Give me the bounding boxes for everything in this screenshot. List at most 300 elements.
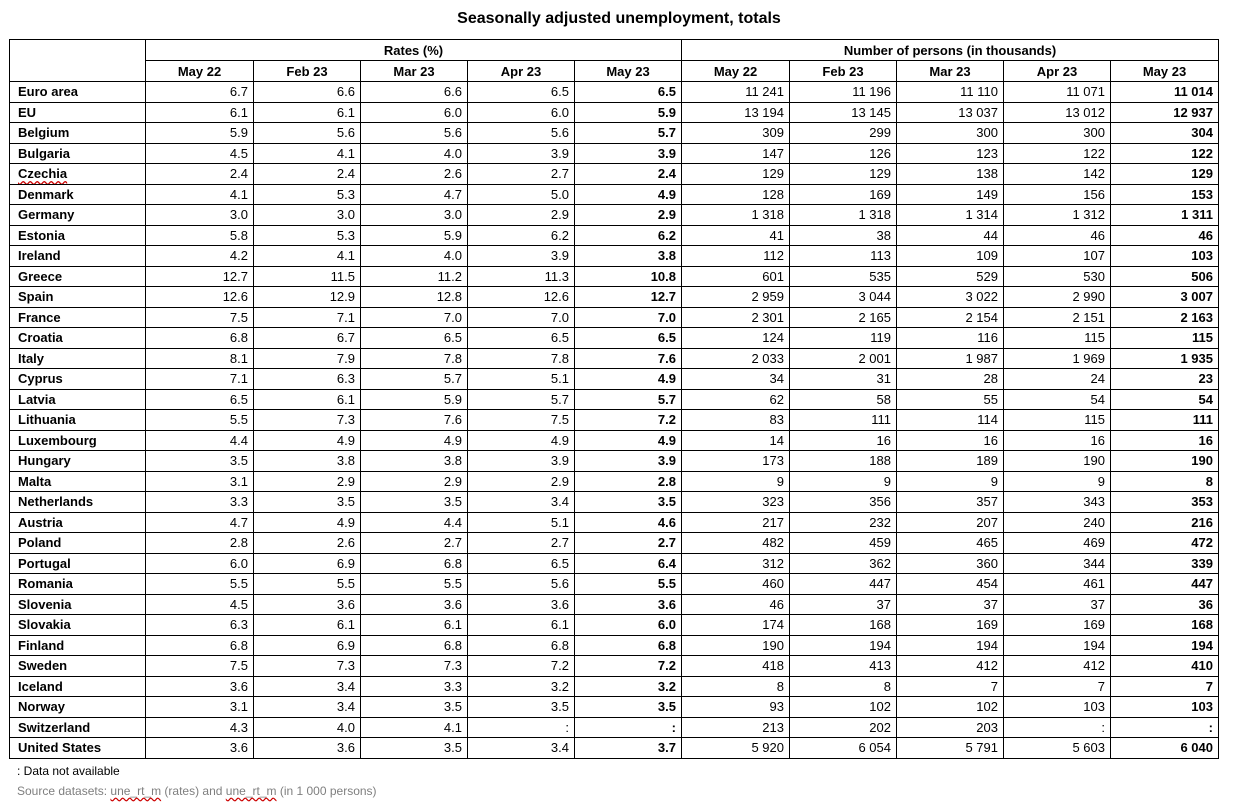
rates-cell: 4.4 [361, 512, 468, 533]
persons-cell: 13 194 [682, 102, 790, 123]
persons-cell: 2 033 [682, 348, 790, 369]
persons-cell: 24 [1004, 369, 1111, 390]
persons-cell: 459 [790, 533, 897, 554]
persons-cell: 232 [790, 512, 897, 533]
persons-cell: 7 [1111, 676, 1219, 697]
persons-cell: 194 [790, 635, 897, 656]
persons-cell: 300 [897, 123, 1004, 144]
persons-cell: 11 110 [897, 82, 1004, 103]
rates-cell: 5.0 [468, 184, 575, 205]
rates-cell: 6.2 [575, 225, 682, 246]
rates-cell: 2.4 [146, 164, 254, 185]
rates-cell: 3.4 [468, 492, 575, 513]
persons-cell: 194 [1004, 635, 1111, 656]
table-row [10, 451, 1219, 472]
rates-cell: 5.1 [468, 369, 575, 390]
country-cell [10, 164, 146, 185]
rates-cell: 6.0 [361, 102, 468, 123]
rates-cell: 6.8 [575, 635, 682, 656]
persons-cell: 113 [790, 246, 897, 267]
rates-cell: 3.1 [146, 697, 254, 718]
persons-cell: 116 [897, 328, 1004, 349]
persons-cell: 111 [790, 410, 897, 431]
persons-cell: 13 037 [897, 102, 1004, 123]
persons-cell: 1 969 [1004, 348, 1111, 369]
table-row [10, 635, 1219, 656]
rates-cell: : [575, 717, 682, 738]
rates-cell: 4.9 [254, 512, 361, 533]
country-header [10, 40, 146, 82]
table-row [10, 123, 1219, 144]
country-cell: Bulgaria [10, 143, 146, 164]
persons-cell: 156 [1004, 184, 1111, 205]
rates-cell: 5.5 [146, 410, 254, 431]
rates-month-header: May 22 [146, 61, 254, 82]
rates-cell: 4.0 [361, 143, 468, 164]
persons-cell: 190 [1004, 451, 1111, 472]
country-cell: Denmark [10, 184, 146, 205]
country-cell: Lithuania [10, 410, 146, 431]
rates-cell: 12.9 [254, 287, 361, 308]
country-cell: EU [10, 102, 146, 123]
rates-cell: 3.5 [468, 697, 575, 718]
persons-month-header: Mar 23 [897, 61, 1004, 82]
persons-cell: 169 [897, 615, 1004, 636]
rates-cell: 7.2 [575, 656, 682, 677]
rates-cell: 4.9 [254, 430, 361, 451]
persons-cell: 299 [790, 123, 897, 144]
rates-month-header: Apr 23 [468, 61, 575, 82]
persons-cell: 3 007 [1111, 287, 1219, 308]
persons-cell: 529 [897, 266, 1004, 287]
rates-cell: 6.4 [575, 553, 682, 574]
rates-cell: 4.9 [575, 369, 682, 390]
country-cell: Euro area [10, 82, 146, 103]
country-cell: Croatia [10, 328, 146, 349]
rates-cell: 3.6 [575, 594, 682, 615]
table-row [10, 389, 1219, 410]
country-cell: Ireland [10, 246, 146, 267]
persons-cell: 128 [682, 184, 790, 205]
rates-cell: 6.0 [468, 102, 575, 123]
table-row [10, 430, 1219, 451]
rates-cell: 6.6 [361, 82, 468, 103]
persons-cell: 309 [682, 123, 790, 144]
table-row [10, 717, 1219, 738]
persons-cell: 447 [1111, 574, 1219, 595]
table-row [10, 615, 1219, 636]
rates-cell: 6.0 [575, 615, 682, 636]
persons-cell: 362 [790, 553, 897, 574]
rates-month-header: May 23 [575, 61, 682, 82]
rates-cell: 5.9 [361, 389, 468, 410]
country-cell: Finland [10, 635, 146, 656]
persons-cell: 11 241 [682, 82, 790, 103]
persons-cell: 601 [682, 266, 790, 287]
persons-cell: 1 987 [897, 348, 1004, 369]
persons-month-header: May 22 [682, 61, 790, 82]
country-cell: Belgium [10, 123, 146, 144]
country-cell: Slovakia [10, 615, 146, 636]
persons-cell: 353 [1111, 492, 1219, 513]
persons-cell: 356 [790, 492, 897, 513]
persons-cell: 41 [682, 225, 790, 246]
persons-cell: 535 [790, 266, 897, 287]
persons-cell: 472 [1111, 533, 1219, 554]
table-row [10, 287, 1219, 308]
rates-cell: 6.5 [468, 82, 575, 103]
country-cell: France [10, 307, 146, 328]
rates-cell: 7.9 [254, 348, 361, 369]
persons-cell: 129 [1111, 164, 1219, 185]
persons-cell: 169 [1004, 615, 1111, 636]
persons-cell: 1 311 [1111, 205, 1219, 226]
rates-cell: 3.9 [468, 246, 575, 267]
rates-cell: 3.1 [146, 471, 254, 492]
rates-cell: 7.3 [254, 410, 361, 431]
rates-cell: 5.7 [361, 369, 468, 390]
rates-cell: 2.6 [254, 533, 361, 554]
persons-cell: 2 301 [682, 307, 790, 328]
persons-cell: 138 [897, 164, 1004, 185]
persons-cell: 344 [1004, 553, 1111, 574]
rates-cell: 6.7 [254, 328, 361, 349]
rates-cell: 5.5 [254, 574, 361, 595]
persons-cell: 23 [1111, 369, 1219, 390]
country-cell: Germany [10, 205, 146, 226]
rates-cell: 4.9 [575, 184, 682, 205]
persons-cell: 7 [897, 676, 1004, 697]
persons-cell: 2 959 [682, 287, 790, 308]
rates-cell: 4.5 [146, 594, 254, 615]
persons-cell: 188 [790, 451, 897, 472]
table-row [10, 328, 1219, 349]
rates-cell: 7.1 [146, 369, 254, 390]
rates-cell: 12.7 [146, 266, 254, 287]
rates-cell: 7.0 [361, 307, 468, 328]
rates-cell: 3.5 [361, 738, 468, 759]
rates-cell: 3.5 [575, 697, 682, 718]
country-cell: Portugal [10, 553, 146, 574]
rates-cell: 7.6 [361, 410, 468, 431]
rates-cell: 4.9 [468, 430, 575, 451]
source-dataset-rates[interactable]: une_rt_m [110, 784, 162, 798]
persons-cell: 46 [1004, 225, 1111, 246]
rates-cell: 3.6 [146, 676, 254, 697]
rates-cell: 7.5 [146, 307, 254, 328]
persons-cell: 54 [1111, 389, 1219, 410]
rates-cell: 12.6 [146, 287, 254, 308]
persons-cell: 103 [1111, 246, 1219, 267]
rates-cell: 3.4 [254, 676, 361, 697]
source-suffix: (in 1 000 persons) [276, 784, 377, 798]
persons-cell: 55 [897, 389, 1004, 410]
rates-cell: 3.6 [468, 594, 575, 615]
rates-cell: 2.7 [468, 164, 575, 185]
rates-cell: 2.9 [361, 471, 468, 492]
rates-cell: 4.5 [146, 143, 254, 164]
rates-cell: 3.2 [575, 676, 682, 697]
persons-cell: 418 [682, 656, 790, 677]
table-row [10, 184, 1219, 205]
persons-group-header: Number of persons (in thousands) [682, 40, 1219, 61]
persons-cell: 304 [1111, 123, 1219, 144]
persons-month-header: Apr 23 [1004, 61, 1111, 82]
persons-cell: 16 [897, 430, 1004, 451]
rates-cell: 2.9 [468, 471, 575, 492]
source-prefix: Source datasets: [17, 784, 111, 798]
rates-cell: 4.1 [254, 143, 361, 164]
persons-cell: 93 [682, 697, 790, 718]
persons-cell: : [1111, 717, 1219, 738]
persons-cell: 454 [897, 574, 1004, 595]
country-cell: Estonia [10, 225, 146, 246]
rates-cell: 2.6 [361, 164, 468, 185]
persons-cell: 312 [682, 553, 790, 574]
rates-cell: 7.1 [254, 307, 361, 328]
rates-cell: 4.1 [361, 717, 468, 738]
persons-cell: 213 [682, 717, 790, 738]
persons-cell: 469 [1004, 533, 1111, 554]
persons-cell: 37 [897, 594, 1004, 615]
rates-cell: 3.3 [361, 676, 468, 697]
country-name-spell-marked: Czechia [18, 166, 68, 182]
rates-cell: 5.3 [254, 225, 361, 246]
rates-cell: 6.9 [254, 553, 361, 574]
rates-cell: 7.2 [575, 410, 682, 431]
persons-cell: 44 [897, 225, 1004, 246]
table-row [10, 143, 1219, 164]
country-cell: Latvia [10, 389, 146, 410]
persons-cell: : [1004, 717, 1111, 738]
rates-cell: 7.3 [254, 656, 361, 677]
rates-cell: 3.6 [254, 594, 361, 615]
persons-cell: 194 [897, 635, 1004, 656]
footnote: : Data not available [17, 764, 120, 778]
persons-cell: 6 040 [1111, 738, 1219, 759]
table-row [10, 594, 1219, 615]
rates-cell: 5.7 [468, 389, 575, 410]
rates-cell: 3.3 [146, 492, 254, 513]
table-row [10, 246, 1219, 267]
country-cell: Luxembourg [10, 430, 146, 451]
persons-cell: 38 [790, 225, 897, 246]
persons-cell: 31 [790, 369, 897, 390]
rates-cell: 4.1 [146, 184, 254, 205]
persons-cell: 339 [1111, 553, 1219, 574]
source-dataset-persons[interactable]: une_rt_m [225, 784, 277, 798]
persons-cell: 202 [790, 717, 897, 738]
persons-cell: 357 [897, 492, 1004, 513]
persons-cell: 112 [682, 246, 790, 267]
rates-cell: 11.2 [361, 266, 468, 287]
rates-cell: 3.7 [575, 738, 682, 759]
persons-cell: 102 [790, 697, 897, 718]
rates-cell: 7.5 [468, 410, 575, 431]
rates-cell: : [468, 717, 575, 738]
rates-cell: 3.6 [146, 738, 254, 759]
persons-cell: 2 990 [1004, 287, 1111, 308]
rates-cell: 3.5 [254, 492, 361, 513]
table-row [10, 205, 1219, 226]
table-row [10, 738, 1219, 759]
table-row [10, 266, 1219, 287]
rates-cell: 6.8 [361, 553, 468, 574]
source-mid: (rates) and [161, 784, 226, 798]
persons-cell: 410 [1111, 656, 1219, 677]
persons-cell: 14 [682, 430, 790, 451]
rates-cell: 4.7 [146, 512, 254, 533]
persons-cell: 460 [682, 574, 790, 595]
rates-cell: 5.9 [575, 102, 682, 123]
rates-cell: 10.8 [575, 266, 682, 287]
persons-cell: 107 [1004, 246, 1111, 267]
rates-cell: 5.6 [361, 123, 468, 144]
persons-cell: 465 [897, 533, 1004, 554]
country-cell: Hungary [10, 451, 146, 472]
table-row [10, 410, 1219, 431]
rates-cell: 4.3 [146, 717, 254, 738]
rates-cell: 6.1 [254, 389, 361, 410]
country-cell: Norway [10, 697, 146, 718]
rates-cell: 6.0 [146, 553, 254, 574]
country-cell: United States [10, 738, 146, 759]
persons-cell: 58 [790, 389, 897, 410]
rates-cell: 4.4 [146, 430, 254, 451]
country-cell: Cyprus [10, 369, 146, 390]
rates-cell: 4.6 [575, 512, 682, 533]
persons-cell: 62 [682, 389, 790, 410]
persons-cell: 2 154 [897, 307, 1004, 328]
persons-cell: 6 054 [790, 738, 897, 759]
rates-cell: 5.5 [361, 574, 468, 595]
rates-cell: 3.0 [361, 205, 468, 226]
rates-cell: 6.1 [146, 102, 254, 123]
persons-cell: 16 [1111, 430, 1219, 451]
rates-month-header: Mar 23 [361, 61, 468, 82]
persons-cell: 447 [790, 574, 897, 595]
rates-cell: 6.5 [146, 389, 254, 410]
rates-cell: 4.0 [361, 246, 468, 267]
persons-cell: 16 [790, 430, 897, 451]
rates-cell: 6.1 [254, 102, 361, 123]
table-row [10, 82, 1219, 103]
rates-cell: 3.2 [468, 676, 575, 697]
rates-cell: 5.5 [146, 574, 254, 595]
rates-cell: 11.3 [468, 266, 575, 287]
rates-cell: 6.6 [254, 82, 361, 103]
persons-cell: 5 603 [1004, 738, 1111, 759]
persons-cell: 9 [682, 471, 790, 492]
rates-cell: 3.6 [254, 738, 361, 759]
rates-cell: 12.6 [468, 287, 575, 308]
persons-cell: 1 935 [1111, 348, 1219, 369]
table-row [10, 471, 1219, 492]
rates-cell: 2.9 [575, 205, 682, 226]
persons-cell: 461 [1004, 574, 1111, 595]
rates-cell: 7.2 [468, 656, 575, 677]
rates-cell: 5.6 [254, 123, 361, 144]
persons-cell: 126 [790, 143, 897, 164]
rates-cell: 2.8 [146, 533, 254, 554]
persons-cell: 123 [897, 143, 1004, 164]
rates-cell: 4.7 [361, 184, 468, 205]
persons-cell: 203 [897, 717, 1004, 738]
rates-cell: 7.0 [575, 307, 682, 328]
persons-cell: 217 [682, 512, 790, 533]
rates-cell: 5.6 [468, 574, 575, 595]
persons-cell: 7 [1004, 676, 1111, 697]
persons-cell: 207 [897, 512, 1004, 533]
rates-cell: 4.9 [361, 430, 468, 451]
country-cell: Austria [10, 512, 146, 533]
persons-cell: 9 [1004, 471, 1111, 492]
rates-cell: 5.1 [468, 512, 575, 533]
rates-cell: 6.5 [468, 553, 575, 574]
persons-month-header: Feb 23 [790, 61, 897, 82]
rates-cell: 8.1 [146, 348, 254, 369]
persons-cell: 122 [1111, 143, 1219, 164]
country-cell: Italy [10, 348, 146, 369]
persons-cell: 119 [790, 328, 897, 349]
persons-cell: 173 [682, 451, 790, 472]
persons-cell: 189 [897, 451, 1004, 472]
persons-cell: 122 [1004, 143, 1111, 164]
persons-cell: 5 791 [897, 738, 1004, 759]
persons-cell: 169 [790, 184, 897, 205]
rates-cell: 2.9 [254, 471, 361, 492]
persons-cell: 124 [682, 328, 790, 349]
rates-cell: 3.0 [146, 205, 254, 226]
table-title: Seasonally adjusted unemployment, totals [457, 10, 781, 27]
persons-cell: 506 [1111, 266, 1219, 287]
rates-cell: 6.5 [468, 328, 575, 349]
table-row [10, 307, 1219, 328]
persons-cell: 2 151 [1004, 307, 1111, 328]
rates-cell: 6.8 [468, 635, 575, 656]
rates-cell: 6.2 [468, 225, 575, 246]
persons-cell: 11 014 [1111, 82, 1219, 103]
persons-cell: 102 [897, 697, 1004, 718]
persons-cell: 1 314 [897, 205, 1004, 226]
table-row [10, 574, 1219, 595]
rates-cell: 7.8 [468, 348, 575, 369]
rates-cell: 7.0 [468, 307, 575, 328]
persons-cell: 103 [1004, 697, 1111, 718]
rates-cell: 5.8 [146, 225, 254, 246]
rates-cell: 3.5 [575, 492, 682, 513]
rates-cell: 12.7 [575, 287, 682, 308]
source-note [17, 784, 377, 798]
persons-cell: 1 312 [1004, 205, 1111, 226]
table-row [10, 164, 1219, 185]
persons-cell: 13 012 [1004, 102, 1111, 123]
country-cell: Sweden [10, 656, 146, 677]
rates-cell: 3.5 [361, 697, 468, 718]
rates-cell: 7.5 [146, 656, 254, 677]
persons-cell: 2 001 [790, 348, 897, 369]
rates-cell: 3.4 [254, 697, 361, 718]
persons-cell: 3 044 [790, 287, 897, 308]
persons-cell: 149 [897, 184, 1004, 205]
persons-cell: 1 318 [790, 205, 897, 226]
rates-cell: 3.5 [146, 451, 254, 472]
rates-cell: 2.4 [575, 164, 682, 185]
persons-cell: 11 196 [790, 82, 897, 103]
table-row [10, 492, 1219, 513]
persons-cell: 323 [682, 492, 790, 513]
rates-cell: 2.7 [361, 533, 468, 554]
